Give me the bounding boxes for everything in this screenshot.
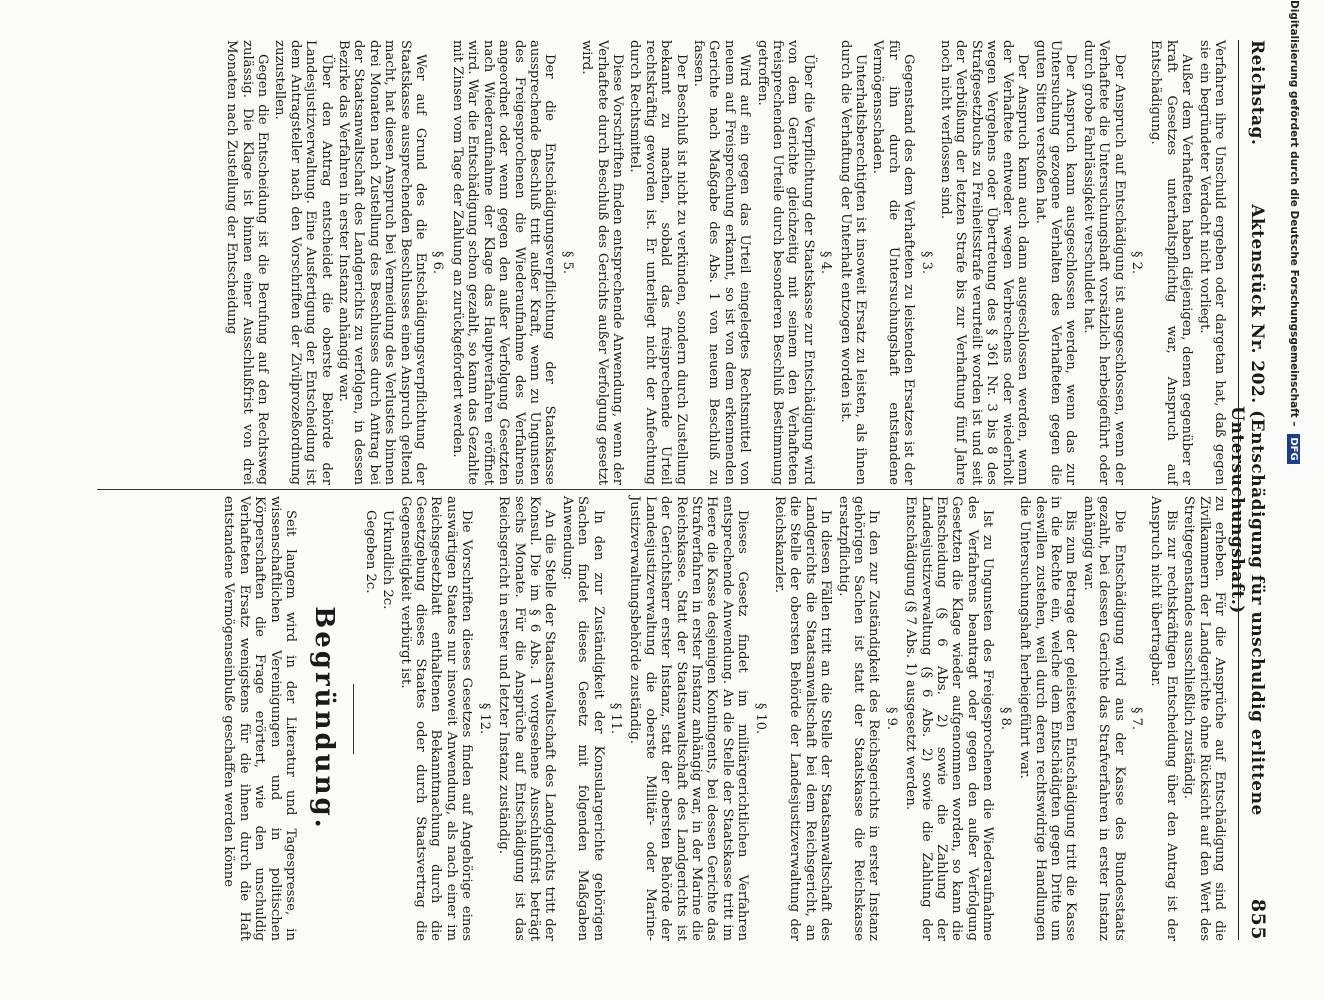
section-heading: § 5.	[559, 250, 575, 275]
signature-line: Gegeben 2c.	[362, 510, 378, 594]
section-heading: § 6.	[430, 250, 446, 275]
paragraph: Wird auf ein gegen das Urteil eingelegtes Rechtsmittel von neuem auf Freisprechung erkannt, so ist von dem erkennenden Gerichte nach Maßgabe des Abs. 1 von neuem Beschluß zu fassen.	[691, 40, 753, 485]
paragraph: Die Vorschriften dieses Gesetzes finden auf Angehörige eines auswärtigen Staates nur insoweit Anwendung, als nach einer im Reichsgesetzblatt enthaltenen Bekanntmachung durch die Gesetzgebung dieses Staates oder durch Staatsvertrag die Gegenseitigkeit verbürgt ist.	[397, 496, 475, 941]
running-header	[1227, 40, 1273, 940]
signature-line: Urkundlich 2c.	[380, 510, 396, 610]
section-heading: § 10.	[752, 702, 768, 735]
rotated-document-sheet	[85, 0, 1285, 1000]
section-heading: § 4.	[818, 250, 834, 275]
paragraph: Wer auf Grund des die Entschädigungsverpflichtung der Staatskasse aussprechenden Beschlusses einen Anspruch geltend macht, hat diesen Anspruch bei Vermeidung des Verlustes binnen drei Monaten nach Zustellung des Beschlusses durch Antrag bei der Staatsanwaltschaft des Landgerichts zu verfolgen, in dessen Bezirke das Verfahren in erster Instanz anhängig war.	[336, 40, 429, 485]
section-heading: § 9.	[883, 706, 899, 731]
paragraph: Verfahren ihre Unschuld ergeben oder dargetan hat, daß gegen sie ein begründeter Verdacht nicht vorliegt.	[1196, 40, 1227, 485]
paragraph: Gegen die Entscheidung ist die Berufung auf den Rechtsweg zulässig. Die Klage ist binnen einer Ausschlußfrist von drei Monaten nach Zustellung der Entscheidung	[224, 40, 271, 485]
paragraph: Diese Vorschriften finden entsprechende Anwendung, wenn der Verhaftete durch Beschluß des Gerichts außer Verfolgung gesetzt wird.	[579, 40, 625, 485]
paragraph: zu erheben. Für die Ansprüche auf Entschädigung sind die Zivilkammern der Landgerichte ohne Rücksicht auf den Wert des Streitgegenstandes ausschließlich zuständig.	[1181, 496, 1227, 941]
separator-rule	[353, 684, 354, 754]
section-heading: § 3.	[918, 250, 934, 275]
left-column	[222, 40, 1227, 485]
section-heading: § 2.	[1128, 250, 1144, 275]
paragraph: An die Stelle der Staatsanwaltschaft des Landgerichts tritt der Konsul. Die im § 6 Abs. 1 vorgesehene Ausschlußfrist beträgt sechs Monate. Für die Ansprüche auf Entschädigung ist das Reichsgericht in erster und letzter Instanz zuständig.	[496, 496, 558, 941]
digitization-credit	[1284, 0, 1302, 1000]
paragraph: In den zur Zuständigkeit des Reichsgerichts in erster Instanz gehörigen Sachen ist statt der Staatskasse die Reichskasse ersatzpflichtig.	[835, 496, 882, 941]
paragraph: In den zur Zuständigkeit der Konsulargerichte gehörigen Sachen findet dieses Gesetz mit folgenden Maßgaben Anwendung:	[559, 496, 606, 941]
page-number: 855	[1247, 898, 1269, 940]
paragraph: Über den Antrag entscheidet die oberste Behörde der Landesjustizverwaltung. Eine Ausfertigung der Entscheidung ist dem Antragsteller nach den Vorschriften der Zivilprozeßordnung zuzustellen.	[272, 40, 334, 485]
column-divider	[97, 489, 1227, 490]
section-heading: § 7.	[1128, 706, 1144, 731]
paragraph: Über die Verpflichtung der Staatskasse zur Entschädigung wird von dem Gerichte gleichzeitig mit seinem den Verhafteten freisprechenden Urteile durch besonderen Beschluß Bestimmung getroffen.	[754, 40, 816, 485]
dfg-logo: DFG	[1287, 434, 1300, 463]
paragraph: Unterhaltsberechtigten ist insoweit Ersatz zu leisten, als ihnen durch die Verhaftung der Unterhalt entzogen worden ist.	[837, 40, 869, 485]
right-column	[219, 496, 1227, 941]
paragraph: Der die Entschädigungsverpflichtung der Staatskasse aussprechende Beschluß tritt außer Kraft, wenn zu Ungunsten des Freigesprochenen die Wiederaufnahme des Verfahrens angeordnet oder wenn gegen den außer Verfolgung Gesetzten nach Wiederaufnahme der Klage das Hauptverfahren eröffnet wird. War die Entschädigung schon gezahlt, so kann das Gezahlte mit Zinsen vom Tage der Zahlung an zurückgefordert werden.	[449, 40, 558, 485]
paragraph: Dieses Gesetz findet im militärgerichtlichen Verfahren entsprechende Anwendung. An die Stelle der Staatskasse tritt im Heere die Kasse desjenigen Kontingents, bei dessen Gerichte das Strafverfahren in erster Instanz anhängig war, in der Marine die Reichskasse. Statt der Staatsanwaltschaft des Landgerichts ist der Gerichtsherr erster Instanz, statt der obersten Behörde der Landesjustizverwaltung die oberste Militär- oder Marine-Justizverwaltungsbehörde zuständig.	[627, 496, 751, 941]
section-heading: § 8.	[997, 706, 1013, 731]
section-title: Begründung.	[309, 606, 340, 831]
paragraph: Der Anspruch kann ausgeschlossen werden, wenn das zur Untersuchung gezogene Verhalten des Verhafteten gegen die guten Sitten verstoßen hat.	[1032, 40, 1079, 485]
header-title: Aktenstück Nr. 202. (Entschädigung für unschuldig erlittene Untersuchungshaft.)	[1227, 204, 1267, 816]
paragraph: Ist zu Ungunsten des Freigesprochenen die Wiederaufnahme des Verfahrens beantragt oder gegen den außer Verfolgung Gesetzten die Klage wieder aufgenommen worden, so kann die Entscheidung (§ 6 Abs. 2) sowie die Zahlung der Landesjustizverwaltung (§ 6 Abs. 2) sowie die Zahlung der Entschädigung (§ 7 Abs. 1) ausgesetzt werden.	[903, 496, 996, 941]
paragraph: Bis zur rechtskräftigen Entscheidung über den Antrag ist der Anspruch nicht übertragbar.	[1148, 496, 1179, 941]
paragraph: Der Anspruch kann auch dann ausgeschlossen werden, wenn der Verhaftete entweder wegen Verbrechens oder wiederholt wegen Vergehens oder Übertretung des § 361 Nr. 3 bis 8 des Strafgesetzbuchs zu Freiheitsstrafe verurteilt worden ist und seit der Verbüßung der letzten Strafe bis zur Verhaftung fünf Jahre noch nicht verflossen sind.	[938, 40, 1031, 485]
paragraph: Der Beschluß ist nicht zu verkünden, sondern durch Zustellung bekannt zu machen, sobald das freisprechende Urteil rechtskräftig geworden ist. Er unterliegt nicht der Anfechtung durch Rechtsmittel.	[627, 40, 689, 485]
section-heading: § 11.	[607, 702, 623, 735]
paragraph: Die Entschädigung wird aus der Kasse des Bundesstaats gezahlt, bei dessen Gerichte das Strafverfahren in erster Instanz anhängig war.	[1080, 496, 1127, 941]
paragraph: Der Anspruch auf Entschädigung ist ausgeschlossen, wenn der Verhaftete die Untersuchungshaft vorsätzlich herbeigeführt oder durch grobe Fahrlässigkeit verschuldet hat.	[1080, 40, 1127, 485]
section-heading: § 12.	[476, 702, 492, 735]
paragraph: Bis zum Betrage der geleisteten Entschädigung tritt die Kasse in die Rechte ein, welche dem Entschädigten gegen Dritte um deswillen zustehen, weil durch deren rechtswidrige Handlungen die Untersuchungshaft herbeigeführt war.	[1017, 496, 1079, 941]
paragraph: In diesen Fällen tritt an die Stelle der Staatsanwaltschaft des Landgerichts die Staatsanwaltschaft bei dem Reichsgericht, an die Stelle der obersten Behörde der Landesjustizverwaltung der Reichskanzler.	[772, 496, 834, 941]
paragraph: Außer dem Verhafteten haben diejenigen, denen gegenüber er kraft Gesetzes unterhaltspflichtig war, Anspruch auf Entschädigung.	[1148, 40, 1195, 485]
paragraph: Gegenstand des dem Verhafteten zu leistenden Ersatzes ist der für ihn durch die Untersuchungshaft entstandene Vermögensschaden.	[870, 40, 917, 485]
credit-text: Digitalisierung gefördert durch die Deutsche Forschungsgemeinschaft –	[1288, 0, 1300, 427]
header-left: Reichstag.	[1247, 40, 1267, 146]
paragraph: Seit langem wird in der Literatur und Tagespresse, in wissenschaftlichen Vereinigungen und in politischen Körperschaften die Frage erörtert, wie den unschuldig Verhafteten Ersatz wenigstens für die ihnen durch die Haft entstandene Vermögenseinbuße geschaffen werden könne	[221, 496, 299, 941]
